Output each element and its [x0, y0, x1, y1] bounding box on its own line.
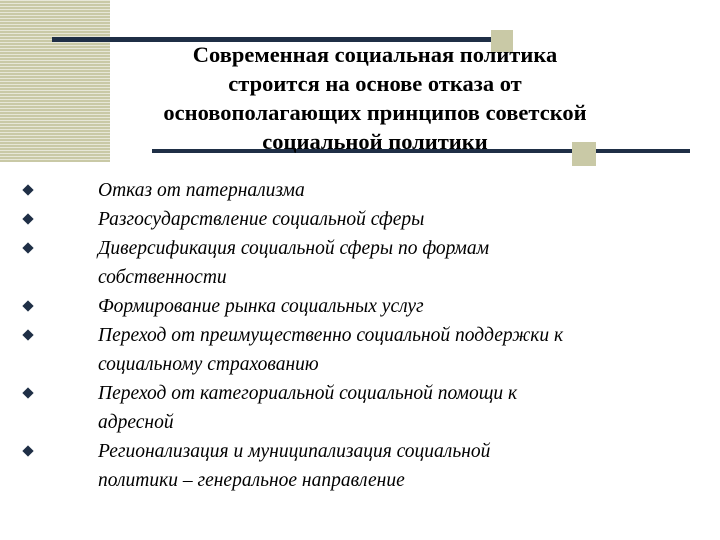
- bullet-line: Разгосударствление социальной сферы: [98, 209, 425, 230]
- bullet-line: социальному страхованию: [98, 354, 319, 375]
- title-line: основополагающих принципов советской: [163, 100, 587, 125]
- bullet-item: [24, 321, 694, 379]
- bullet-item: [24, 176, 694, 205]
- diamond-bullet-icon: [22, 387, 33, 398]
- bullet-item: [24, 437, 694, 495]
- bullet-line: Формирование рынка социальных услуг: [98, 296, 424, 317]
- diamond-bullet-icon: [22, 329, 33, 340]
- bullet-line: Переход от категориальной социальной помощи к: [98, 383, 518, 404]
- bullet-line: политики – генеральное направление: [98, 470, 405, 491]
- title-line: Современная социальная политика: [192, 42, 558, 67]
- bullet-list: [24, 176, 694, 495]
- bullet-item: [24, 205, 694, 234]
- title-line: социальной политики: [262, 129, 488, 154]
- bullet-item: [24, 379, 694, 437]
- bullet-line: адресной: [98, 412, 174, 433]
- decorative-stripes: [0, 0, 110, 162]
- bullet-line: Отказ от патернализма: [98, 180, 305, 201]
- diamond-bullet-icon: [22, 213, 33, 224]
- bullet-item: [24, 234, 694, 292]
- bullet-item: [24, 292, 694, 321]
- diamond-bullet-icon: [22, 242, 33, 253]
- bullet-line: Регионализация и муниципализация социальной: [98, 441, 491, 462]
- diamond-bullet-icon: [22, 300, 33, 311]
- bullet-line: Диверсификация социальной сферы по формам: [98, 238, 490, 259]
- diamond-bullet-icon: [22, 184, 33, 195]
- bullet-line: Переход от преимущественно социальной поддержки к: [98, 325, 564, 346]
- bullet-line: собственности: [98, 267, 227, 288]
- slide-title: [110, 40, 640, 156]
- title-line: строится на основе отказа от: [228, 71, 522, 96]
- diamond-bullet-icon: [22, 445, 33, 456]
